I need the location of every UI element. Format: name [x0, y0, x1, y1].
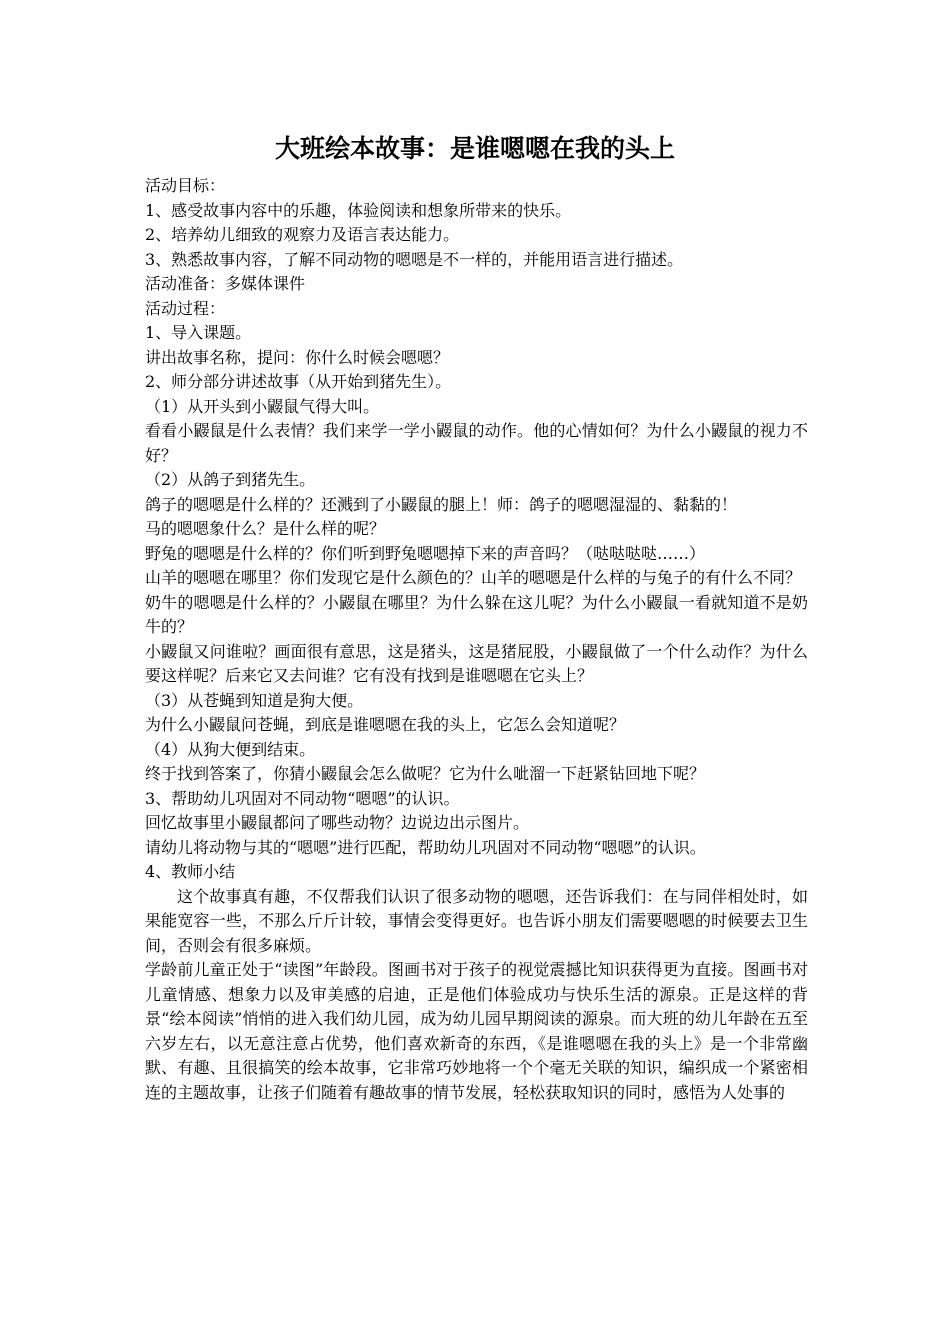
paragraph: 看看小鼹鼠是什么表情？我们来学一学小鼹鼠的动作。他的心情如何？为什么小鼹鼠的视力不好？	[145, 421, 808, 465]
paragraph: 3、熟悉故事内容，了解不同动物的嗯嗯是不一样的，并能用语言进行描述。	[145, 249, 684, 269]
paragraph: 3、帮助幼儿巩固对不同动物“嗯嗯”的认识。	[145, 788, 460, 808]
paragraph: （1）从开头到小鼹鼠气得大叫。	[145, 396, 380, 416]
paragraph: 4、教师小结	[145, 862, 236, 881]
paragraph: （3）从苍蝇到知道是狗大便。	[145, 690, 364, 710]
paragraph: 2、师分部分讲述故事（从开始到猪先生）。	[145, 372, 452, 391]
paragraph: 1、感受故事内容中的乐趣，体验阅读和想象所带来的快乐。	[145, 200, 572, 220]
paragraph: 为什么小鼹鼠问苍蝇，到底是谁嗯嗯在我的头上，它怎么会知道呢？	[145, 715, 626, 734]
paragraph: 讲出故事名称，提问：你什么时候会嗯嗯？	[145, 347, 450, 367]
paragraph: 请幼儿将动物与其的“嗯嗯”进行匹配，帮助幼儿巩固对不同动物“嗯嗯”的认识。	[145, 837, 706, 857]
paragraph: （4）从狗大便到结束。	[145, 739, 316, 759]
paragraph: 活动目标：	[145, 176, 226, 195]
paragraph: 活动过程：	[145, 298, 226, 318]
paragraph: 小鼹鼠又问谁啦？画面很有意思，这是猪头，这是猪屁股，小鼹鼠做了一个什么动作？为什么要这样呢？后来它又去问谁？它有没有找到是谁嗯嗯在它头上？	[145, 641, 808, 685]
paragraph: 野兔的嗯嗯是什么样的？你们听到野兔嗯嗯掉下来的声音吗？（哒哒哒哒……）	[145, 543, 706, 563]
paragraph: 2、培养幼儿细致的观察力及语言表达能力。	[145, 225, 460, 244]
paragraph: 回忆故事里小鼹鼠都问了哪些动物？边说边出示图片。	[145, 813, 530, 832]
paragraph: 1、导入课题。	[145, 323, 252, 342]
paragraph: 鸽子的嗯嗯是什么样的？还溅到了小鼹鼠的腿上！师：鸽子的嗯嗯湿湿的、黏黏的！	[145, 494, 738, 514]
paragraph: 奶牛的嗯嗯是什么样的？小鼹鼠在哪里？为什么躲在这儿呢？为什么小鼹鼠一看就知道不是奶牛的？	[145, 592, 808, 636]
paragraph: 这个故事真有趣，不仅帮我们认识了很多动物的嗯嗯，还告诉我们：在与同伴相处时，如果能宽容一些，不那么斤斤计较，事情会变得更好。也告诉小朋友们需要嗯嗯的时候要去卫生间，否则会有很多麻烦。	[145, 886, 808, 955]
paragraph: 终于找到答案了，你猜小鼹鼠会怎么做呢？它为什么呲溜一下赶紧钻回地下呢？	[145, 764, 706, 783]
paragraph: （2）从鸽子到猪先生。	[145, 470, 316, 489]
paragraph: 山羊的嗯嗯在哪里？你们发现它是什么颜色的？山羊的嗯嗯是什么样的与兔子的有什么不同？	[145, 568, 802, 587]
paragraph: 学龄前儿童正处于“读图”年龄段。图画书对于孩子的视觉震撼比知识获得更为直接。图画书对儿童情感、想象力以及审美感的启迪，正是他们体验成功与快乐生活的源泉。正是这样的背景“绘本阅读”悄悄的进入我们幼儿园，成为幼儿园早期阅读的源泉。而大班的幼儿年龄在五至六岁左右，以无意注意占优势，他们喜欢新奇的东西，《是谁嗯嗯在我的头上》是一个非常幽默、有趣、且很搞笑的绘本故事，它非常巧妙地将一个个毫无关联的知识，编织成一个紧密相连的主题故事，让孩子们随着有趣故事的情节发展，轻松获取知识的同时，感悟为人处事的	[145, 960, 808, 1102]
document-title: 大班绘本故事：是谁嗯嗯在我的头上	[274, 134, 675, 163]
paragraph: 活动准备：多媒体课件	[145, 274, 306, 293]
paragraph: 马的嗯嗯象什么？是什么样的呢？	[145, 519, 386, 538]
document-body	[145, 174, 808, 1105]
